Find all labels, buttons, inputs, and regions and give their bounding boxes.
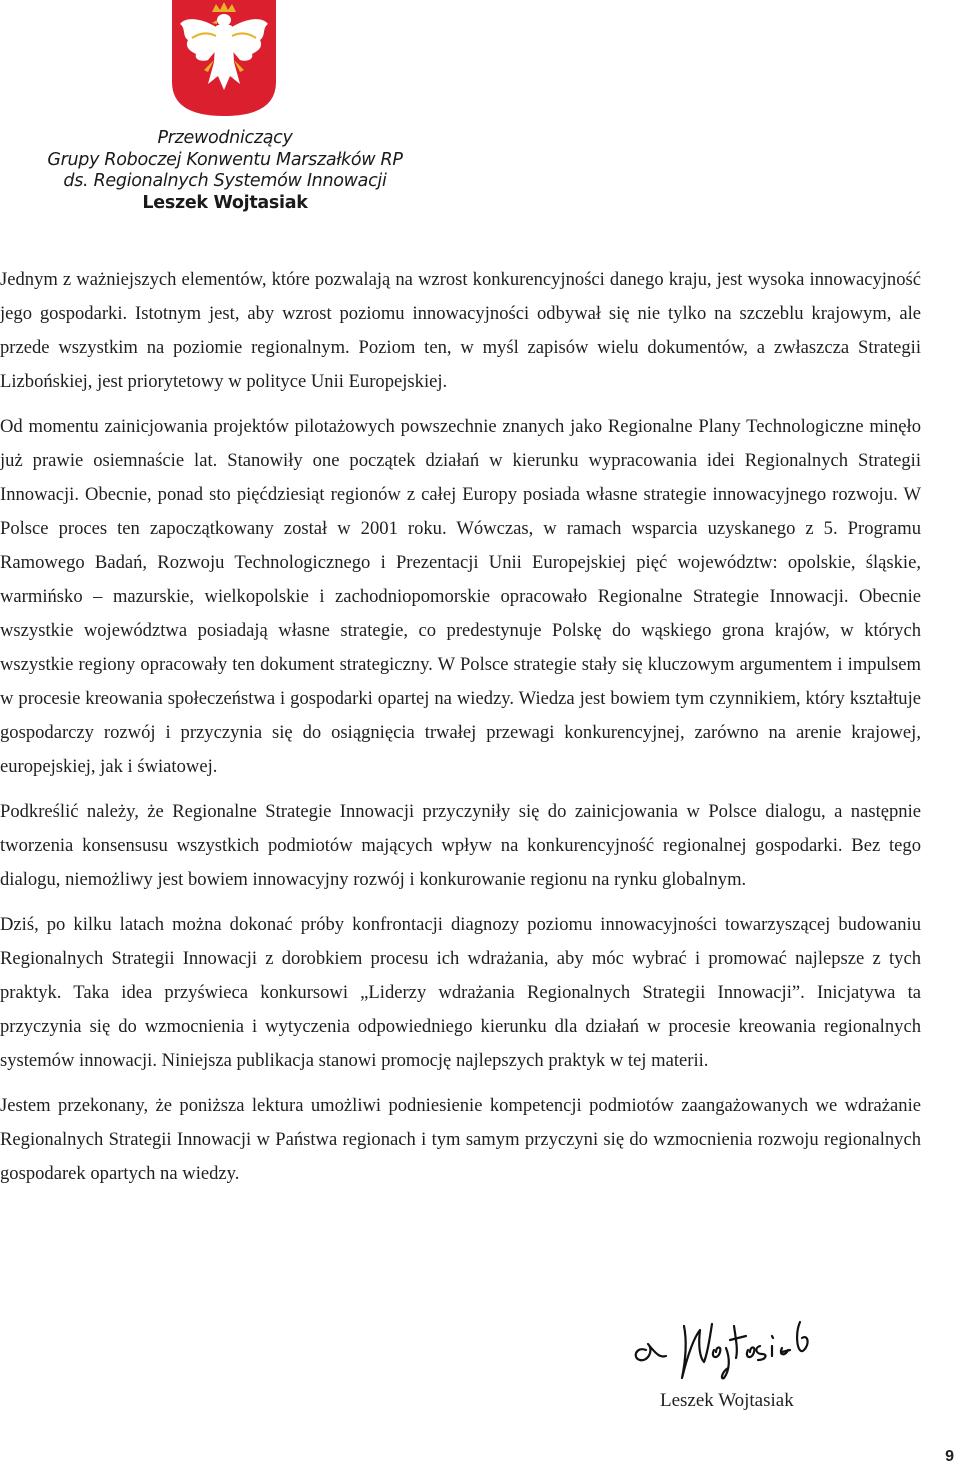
white-eagle-icon: [172, 0, 276, 116]
author-role-line-1: Przewodniczący: [157, 128, 293, 148]
handwritten-signature: [626, 1306, 826, 1386]
paragraph: Jednym z ważniejszych elementów, które pozwalają na wzrost konkurencyjności danego kraju, jest wysoka innowacyjność jego gospodarki. Istotnym jest, aby wzrost poziomu innowacyjności odbywał się nie tylko na szczeblu krajowym, ale przede wszystkim na poziomie regionalnym. Poziom ten, w myśl zapisów wielu dokumentów, a zwłaszcza Strategii Lizbońskiej, jest priorytetowy w polityce Unii Europejskiej.: [0, 269, 921, 392]
paragraph: Podkreślić należy, że Regionalne Strategie Innowacji przyczyniły się do zainicjowania w Polsce dialogu, a następnie tworzenia konsensusu wszystkich podmiotów mających wpływ na konkurencyjność regionalnej gospodarki. Bez tego dialogu, niemożliwy jest bowiem innowacyjny rozwój i konkurowanie regionu na rynku globalnym.: [0, 801, 921, 890]
author-header: [40, 128, 410, 214]
paragraph: Dziś, po kilku latach można dokonać próby konfrontacji diagnozy poziomu innowacyjności towarzyszącej budowaniu Regionalnych Strategii Innowacji z dorobkiem procesu ich wdrażania, aby móc wybrać i promować najlepsze z tych praktyk. Taka idea przyświeca konkursowi „Liderzy wdrażania Regionalnych Strategii Innowacji”. Inicjatywa ta przyczynia się do wzmocnienia i wytyczenia odpowiedniego kierunku dla działań w procesie kreowania regionalnych systemów innowacji. Niniejsza publikacja stanowi promocję najlepszych praktyk w tej materii.: [0, 914, 921, 1071]
signature-name: Leszek Wojtasiak: [660, 1390, 794, 1411]
paragraph: Od momentu zainicjowania projektów pilotażowych powszechnie znanych jako Regionalne Plany Technologiczne minęło już prawie osiemnaście lat. Stanowiły one początek działań w kierunku wypracowania idei Regionalnych Strategii Innowacji. Obecnie, ponad sto pięćdziesiąt regionów z całej Europy posiada własne strategie innowacyjnego rozwoju. W Polsce proces ten zapoczątkowany został w 2001 roku. Wówczas, w ramach wsparcia uzyskanego z 5. Programu Ramowego Badań, Rozwoju Technologicznego i Prezentacji Unii Europejskiej pięć województw: opolskie, śląskie, warmińsko – mazurskie, wielkopolskie i zachodniopomorskie opracowało Regionalne Strategie Innowacji. Obecnie wszystkie województwa posiadają własne strategie, co predestynuje Polskę do wąskiego grona krajów, w których wszystkie regiony opracowały ten dokument strategiczny. W Polsce strategie stały się kluczowym argumentem i impulsem w procesie kreowania społeczeństwa i gospodarki opartej na wiedzy. Wiedza jest bowiem tym czynnikiem, który kształtuje gospodarczy rozwój i przyczynia się do osiągnięcia trwałej przewagi konkurencyjnej, zarówno na arenie krajowej, europejskiej, jak i światowej.: [0, 416, 921, 777]
author-name: Leszek Wojtasiak: [142, 192, 308, 213]
author-role-line-3: ds. Regionalnych Systemów Innowacji: [63, 171, 387, 191]
author-role-line-2: Grupy Roboczej Konwentu Marszałków RP: [47, 149, 403, 170]
signature-icon: [626, 1306, 826, 1386]
page-number: 9: [945, 1448, 954, 1465]
paragraph: Jestem przekonany, że poniższa lektura umożliwi podniesienie kompetencji podmiotów zaangażowanych we wdrażanie Regionalnych Strategii Innowacji w Państwa regionach i tym samym przyczyni się do wzmocnienia rozwoju regionalnych gospodarek opartych na wiedzy.: [0, 1095, 921, 1184]
coat-of-arms-emblem: [172, 0, 276, 116]
letter-body: [0, 263, 921, 1202]
